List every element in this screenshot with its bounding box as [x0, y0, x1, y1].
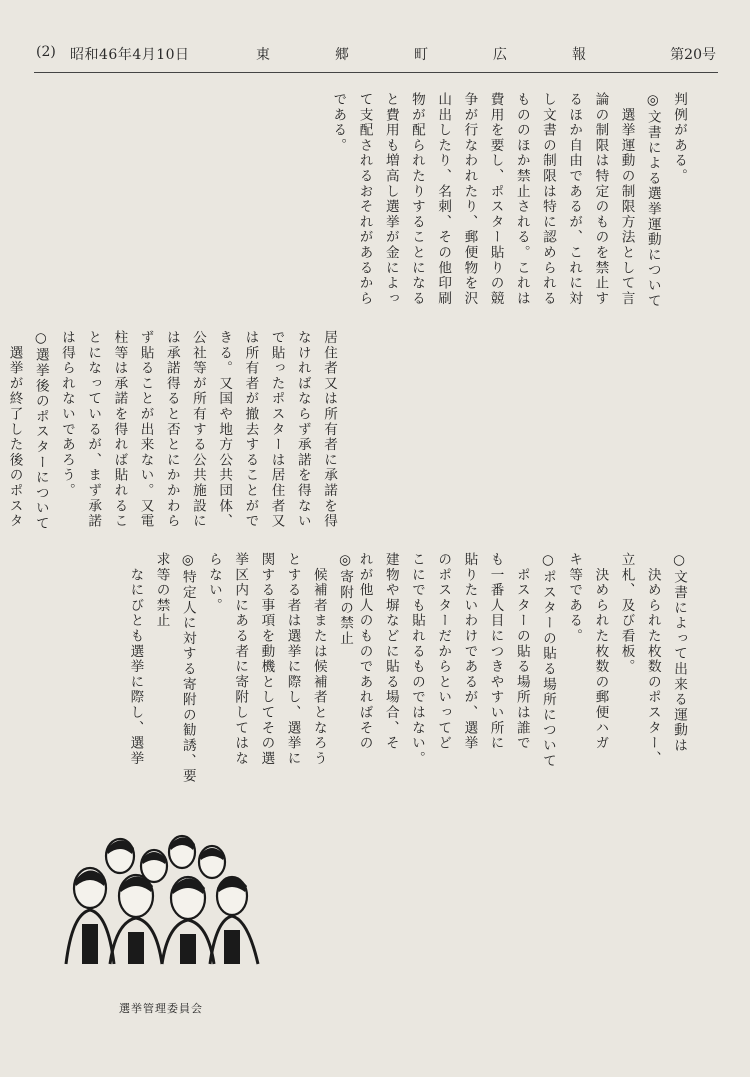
- page-number: (2): [36, 44, 56, 60]
- page-header: [36, 44, 716, 68]
- header-rule: [34, 72, 718, 73]
- article-text-block: 判例がある。 ◎文書による選挙運動について 選挙運動の制限方法として言 論の制限は特定のものを禁止す るほか自由であるが、これに対 し文書の制限は特に認められる もののほか禁止される。これは 費用を要し、ポスター貼りの競 争が行なわれたり、郵便物を沢 山出したり、名刺、その他印刷 物が配られたりすることになる と費用も増高し選挙が金によっ て支配されるおそれがあるから である。: [330, 92, 687, 309]
- crowd-of-people-illustration: [62, 826, 262, 964]
- title-char: 郷: [335, 47, 349, 63]
- title-char: 東: [256, 47, 270, 63]
- article-text-block: ◎寄附の禁止 候補者または候補者となろう とする者は選挙に際し、選挙に 関する事項を動機としてその選 挙区内にある者に寄附してはな らない。 ◎特定人に対する寄附の勧誘、要 求等の禁止 なにびとも選挙に際し、選挙: [127, 552, 353, 784]
- article-text-block: 居住者又は所有者に承諾を得 なければならず承諾を得ない で貼ったポスターは居住者又 は所有者が撤去することがで きる。又国や地方公共団体、 公社等が所有する公共施設に は承諾得ると否とにかかわら ず貼ることが出来ない。又電 柱等は承諾を得れば貼れるこ とになっているが、まず承諾 は得られないであろう。 ○選挙後のポスターについて 選挙が終了した後のポスタ: [6, 330, 337, 532]
- newsletter-title: [256, 44, 586, 64]
- illustration-caption: 選挙管理委員会: [119, 1002, 203, 1015]
- title-char: 広: [493, 47, 507, 63]
- article-text-block: ○文書によって出来る運動は 決められた枚数のポスター、 立札、及び看板。 決められた枚数の郵便ハガ キ等である。 ○ポスターの貼る場所について ポスターの貼る場所は誰で も一番人目につきやすい所に 貼りたいわけであるが、選挙 のポスターだからといってど こにでも貼れるものではない。 建物や塀などに貼る場合、そ れが他人のものであればその: [356, 552, 687, 769]
- title-char: 町: [414, 47, 428, 63]
- issue-number: 第20号: [670, 47, 716, 63]
- title-char: 報: [572, 47, 586, 63]
- issue-date: 昭和46年4月10日: [70, 47, 190, 63]
